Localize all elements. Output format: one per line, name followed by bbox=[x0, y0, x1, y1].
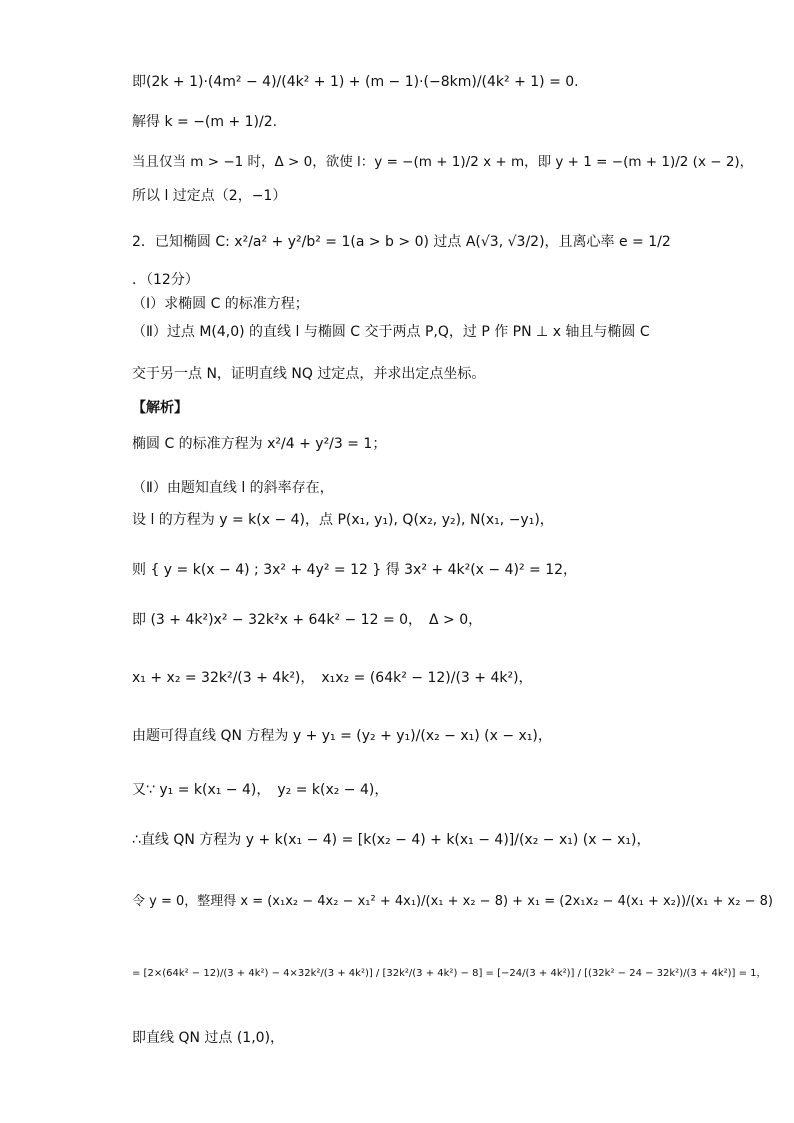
text-line-7: （Ⅰ）求椭圆 C 的标准方程； bbox=[132, 296, 309, 312]
text-line-9: 交于另一点 N，证明直线 NQ 过定点，并求出定点坐标。 bbox=[132, 366, 486, 382]
text-line-19: ∴直线 QN 方程为 y + k(x₁ − 4) = [k(x₂ − 4) + k(x₁ − 4)]/(x₂ − x₁) (x − x₁)， bbox=[132, 832, 651, 848]
text-line-11: 椭圆 C 的标准方程为 x²/4 + y²/3 = 1； bbox=[132, 436, 387, 452]
text-line-12: （Ⅱ）由题知直线 l 的斜率存在， bbox=[132, 480, 334, 496]
text-line-14: 则 { y = k(x − 4) ; 3x² + 4y² = 12 } 得 3x² + 4k²(x − 4)² = 12， bbox=[132, 562, 578, 578]
text-line-20: 令 y = 0，整理得 x = (x₁x₂ − 4x₂ − x₁² + 4x₁)/(x₁ + x₂ − 8) + x₁ = (2x₁x₂ − 4(x₁ + x₂))/(x₁ + x₂ − 8) bbox=[132, 894, 773, 909]
text-line-22: 即直线 QN 过点 (1,0)， bbox=[132, 1030, 285, 1046]
text-line-17: 由题可得直线 QN 方程为 y + y₁ = (y₂ + y₁)/(x₂ − x₁) (x − x₁)， bbox=[132, 728, 552, 744]
text-line-1: 即(2k + 1)·(4m² − 4)/(4k² + 1) + (m − 1)·(−8km)/(4k² + 1) = 0. bbox=[132, 74, 579, 90]
text-line-13: 设 l 的方程为 y = k(x − 4)，点 P(x₁, y₁), Q(x₂, y₂), N(x₁, −y₁)， bbox=[132, 512, 554, 528]
text-line-6: ．（12分） bbox=[132, 272, 199, 288]
text-line-5: 2．已知椭圆 C: x²/a² + y²/b² = 1(a > b > 0) 过点 A(√3, √3/2)，且离心率 e = 1/2 bbox=[132, 234, 671, 250]
text-line-16: x₁ + x₂ = 32k²/(3 + 4k²)， x₁x₂ = (64k² − 12)/(3 + 4k²)， bbox=[132, 670, 533, 686]
text-line-3: 当且仅当 m > −1 时，Δ > 0，欲使 l：y = −(m + 1)/2 x + m，即 y + 1 = −(m + 1)/2 (x − 2)， bbox=[132, 154, 754, 170]
text-line-21: = [2×(64k² − 12)/(3 + 4k²) − 4×32k²/(3 + 4k²)] / [32k²/(3 + 4k²) − 8] = [−24/(3 + 4k²)] / [(32k² − 24 − 32k²)/(3 + 4k²)] = 1， bbox=[132, 968, 767, 979]
text-line-2: 解得 k = −(m + 1)/2. bbox=[132, 114, 278, 130]
text-line-18: 又∵ y₁ = k(x₁ − 4)， y₂ = k(x₂ − 4)， bbox=[132, 782, 389, 798]
text-line-15: 即 (3 + 4k²)x² − 32k²x + 64k² − 12 = 0， Δ > 0， bbox=[132, 612, 483, 628]
section-heading-analysis: 【解析】 bbox=[132, 400, 188, 416]
text-line-8: （Ⅱ）过点 M(4,0) 的直线 l 与椭圆 C 交于两点 P,Q，过 P 作 PN ⊥ x 轴且与椭圆 C bbox=[132, 324, 650, 340]
text-line-4: 所以 l 过定点（2，−1） bbox=[132, 188, 287, 204]
